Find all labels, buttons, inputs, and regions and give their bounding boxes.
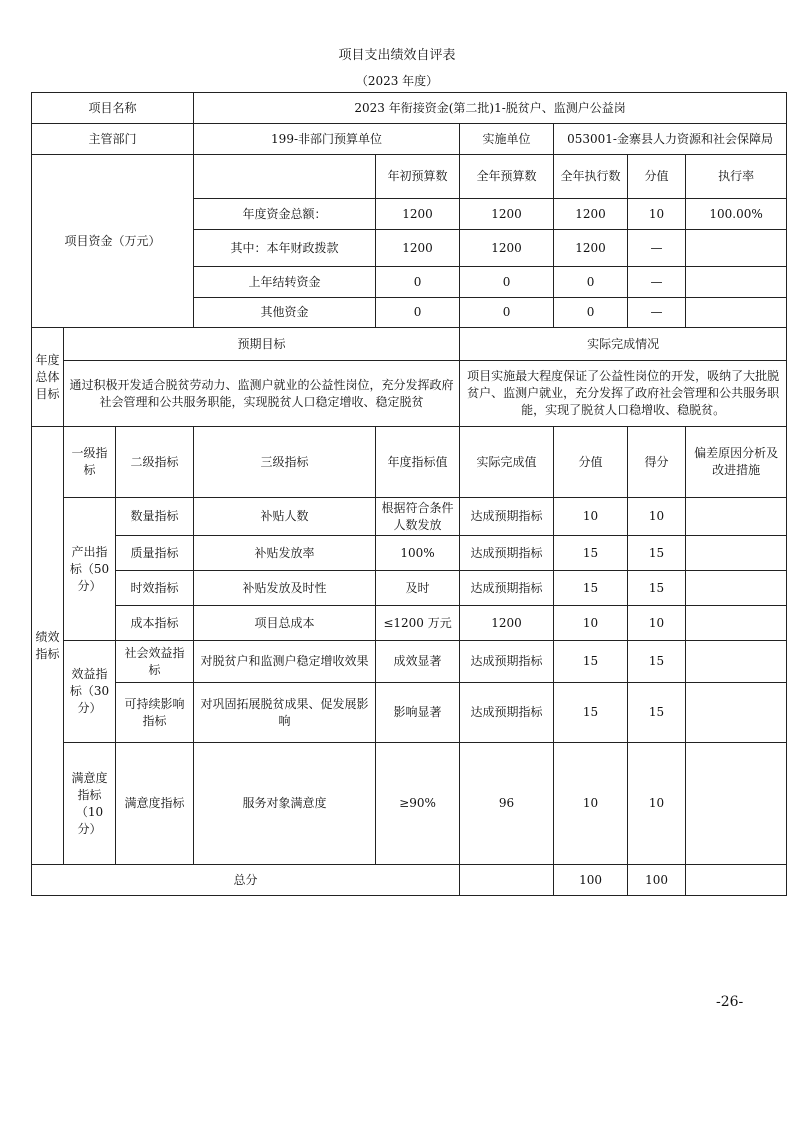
score-cell: 15 xyxy=(554,571,628,606)
level3-cell: 对脱贫户和监测户稳定增收效果 xyxy=(194,641,376,683)
level2-cell: 质量指标 xyxy=(116,536,194,571)
goals-header-row xyxy=(32,328,787,361)
funds-header-cell: 执行率 xyxy=(686,155,787,199)
funds-row-label: 其中：本年财政拨款 xyxy=(194,230,376,267)
level2-cell: 数量指标 xyxy=(116,498,194,536)
perf-header-cell: 三级指标 xyxy=(194,427,376,498)
target-cell: 影响显著 xyxy=(376,683,460,743)
note-cell xyxy=(686,571,787,606)
target-cell: ≤1200 万元 xyxy=(376,606,460,641)
score-cell: 10 xyxy=(554,498,628,536)
score-cell: 10 xyxy=(554,606,628,641)
perf-header-cell: 偏差原因分析及改进措施 xyxy=(686,427,787,498)
got-cell: 10 xyxy=(628,498,686,536)
department-row xyxy=(32,124,787,155)
level2-cell: 满意度指标 xyxy=(116,743,194,865)
funds-cell: 0 xyxy=(376,298,460,328)
page-title: 项目支出绩效自评表 xyxy=(338,48,456,63)
expected-goal-text: 通过积极开发适合脱贫劳动力、监测户就业的公益性岗位，充分发挥政府社会管理和公共服务职能，实现脱贫人口稳定增收、稳定脱贫 xyxy=(64,361,460,427)
total-row xyxy=(32,865,787,896)
impl-label: 实施单位 xyxy=(460,124,554,155)
funds-header-cell: 年初预算数 xyxy=(376,155,460,199)
got-cell: 15 xyxy=(628,683,686,743)
perf-row xyxy=(32,498,787,536)
expected-goal-header: 预期目标 xyxy=(64,328,460,361)
dept-label: 主管部门 xyxy=(32,124,194,155)
funds-cell xyxy=(686,267,787,298)
impl-value: 053001-金寨县人力资源和社会保障局 xyxy=(554,124,787,155)
total-label: 总分 xyxy=(32,865,460,896)
level3-cell: 补贴发放率 xyxy=(194,536,376,571)
perf-row xyxy=(32,606,787,641)
actual-cell: 达成预期指标 xyxy=(460,536,554,571)
funds-cell: — xyxy=(628,267,686,298)
perf-header-cell: 一级指标 xyxy=(64,427,116,498)
note-cell xyxy=(686,498,787,536)
funds-header-blank xyxy=(194,155,376,199)
perf-row xyxy=(32,571,787,606)
got-cell: 15 xyxy=(628,536,686,571)
perf-header-cell: 二级指标 xyxy=(116,427,194,498)
level2-cell: 社会效益指标 xyxy=(116,641,194,683)
funds-cell: 0 xyxy=(554,298,628,328)
funds-cell: 1200 xyxy=(460,199,554,230)
funds-row-label: 上年结转资金 xyxy=(194,267,376,298)
funds-label: 项目资金（万元） xyxy=(32,155,194,328)
note-cell xyxy=(686,536,787,571)
level3-cell: 服务对象满意度 xyxy=(194,743,376,865)
perf-header-cell: 分值 xyxy=(554,427,628,498)
score-cell: 10 xyxy=(554,743,628,865)
total-score: 100 xyxy=(554,865,628,896)
perf-header-cell: 年度指标值 xyxy=(376,427,460,498)
level1-label: 效益指标（30分） xyxy=(64,641,116,743)
page-number: -26- xyxy=(716,994,744,1010)
funds-row-label: 年度资金总额： xyxy=(194,199,376,230)
note-cell xyxy=(686,606,787,641)
funds-cell: — xyxy=(628,230,686,267)
got-cell: 10 xyxy=(628,743,686,865)
perf-row xyxy=(32,743,787,865)
project-name: 2023 年衔接资金(第二批)1-脱贫户、监测户公益岗 xyxy=(194,93,787,124)
perf-header-row xyxy=(32,427,787,498)
got-cell: 15 xyxy=(628,641,686,683)
actual-cell: 达成预期指标 xyxy=(460,498,554,536)
got-cell: 15 xyxy=(628,571,686,606)
self-evaluation-table xyxy=(31,92,787,896)
total-actual xyxy=(460,865,554,896)
actual-cell: 96 xyxy=(460,743,554,865)
actual-cell: 达成预期指标 xyxy=(460,571,554,606)
level3-cell: 补贴人数 xyxy=(194,498,376,536)
got-cell: 10 xyxy=(628,606,686,641)
goals-row xyxy=(32,361,787,427)
funds-cell: 1200 xyxy=(376,230,460,267)
funds-cell: 0 xyxy=(460,298,554,328)
actual-status-text: 项目实施最大程度保证了公益性岗位的开发，吸纳了大批脱贫户、监测户就业，充分发挥了政府社会管理和公共服务职能，实现了脱贫人口稳增收、稳脱贫。 xyxy=(460,361,787,427)
level2-cell: 成本指标 xyxy=(116,606,194,641)
project-name-row xyxy=(32,93,787,124)
total-got: 100 xyxy=(628,865,686,896)
funds-header-row xyxy=(32,155,787,199)
level3-cell: 补贴发放及时性 xyxy=(194,571,376,606)
funds-cell: 10 xyxy=(628,199,686,230)
note-cell xyxy=(686,683,787,743)
funds-cell xyxy=(686,298,787,328)
dept-value: 199-非部门预算单位 xyxy=(194,124,460,155)
target-cell: 100% xyxy=(376,536,460,571)
funds-cell: — xyxy=(628,298,686,328)
level1-label: 满意度指标（10分） xyxy=(64,743,116,865)
perf-side-label: 绩效指标 xyxy=(32,427,64,865)
funds-row-label: 其他资金 xyxy=(194,298,376,328)
funds-cell: 1200 xyxy=(554,199,628,230)
total-note xyxy=(686,865,787,896)
funds-cell: 0 xyxy=(460,267,554,298)
actual-status-header: 实际完成情况 xyxy=(460,328,787,361)
note-cell xyxy=(686,641,787,683)
funds-cell: 1200 xyxy=(554,230,628,267)
actual-cell: 达成预期指标 xyxy=(460,641,554,683)
funds-header-cell: 全年预算数 xyxy=(460,155,554,199)
score-cell: 15 xyxy=(554,536,628,571)
perf-row xyxy=(32,641,787,683)
actual-cell: 1200 xyxy=(460,606,554,641)
perf-header-cell: 实际完成值 xyxy=(460,427,554,498)
funds-cell: 100.00% xyxy=(686,199,787,230)
perf-row xyxy=(32,683,787,743)
level1-label: 产出指标（50分） xyxy=(64,498,116,641)
level3-cell: 对巩固拓展脱贫成果、促发展影响 xyxy=(194,683,376,743)
funds-cell: 1200 xyxy=(460,230,554,267)
funds-cell: 1200 xyxy=(376,199,460,230)
funds-cell xyxy=(686,230,787,267)
funds-cell: 0 xyxy=(376,267,460,298)
funds-header-cell: 分值 xyxy=(628,155,686,199)
level2-cell: 可持续影响指标 xyxy=(116,683,194,743)
page-subtitle: （2023 年度） xyxy=(355,74,439,88)
actual-cell: 达成预期指标 xyxy=(460,683,554,743)
funds-header-cell: 全年执行数 xyxy=(554,155,628,199)
perf-row xyxy=(32,536,787,571)
score-cell: 15 xyxy=(554,683,628,743)
target-cell: 及时 xyxy=(376,571,460,606)
funds-cell: 0 xyxy=(554,267,628,298)
level2-cell: 时效指标 xyxy=(116,571,194,606)
target-cell: 根据符合条件人数发放 xyxy=(376,498,460,536)
note-cell xyxy=(686,743,787,865)
perf-header-cell: 得分 xyxy=(628,427,686,498)
goals-side-label: 年度总体目标 xyxy=(32,328,64,427)
target-cell: ≥90% xyxy=(376,743,460,865)
target-cell: 成效显著 xyxy=(376,641,460,683)
level3-cell: 项目总成本 xyxy=(194,606,376,641)
score-cell: 15 xyxy=(554,641,628,683)
project-name-label: 项目名称 xyxy=(32,93,194,124)
